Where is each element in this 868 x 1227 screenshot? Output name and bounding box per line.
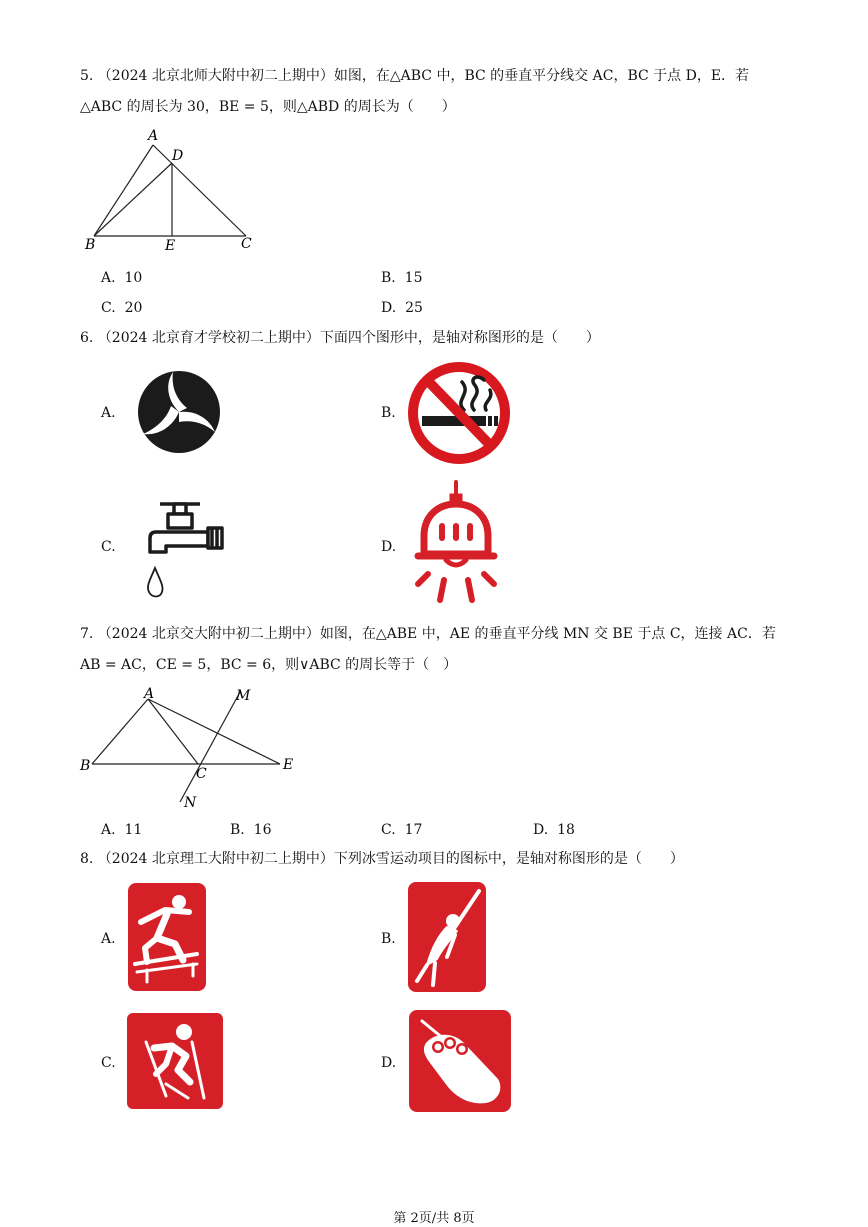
option-letter: C. <box>381 822 396 838</box>
q7-seg-ac <box>148 699 198 764</box>
alpine-skiing-icon[interactable] <box>126 1012 224 1110</box>
option-text: 10 <box>124 270 143 286</box>
q6-stem-line1: 6. （2024 北京育才学校初二上期中）下面四个图形中，是轴对称图形的是（ ） <box>80 330 600 346</box>
q5-label-d: D <box>172 148 184 164</box>
q5-option-a[interactable] <box>101 268 142 288</box>
q7-option-d[interactable] <box>533 820 575 840</box>
q7-label-b: B <box>80 758 91 774</box>
option-text: 17 <box>404 822 423 838</box>
q7-label-c: C <box>196 766 207 782</box>
bobsleigh-icon[interactable] <box>408 1009 512 1113</box>
q7-option-a[interactable] <box>101 820 142 840</box>
q5-label-c: C <box>241 236 252 252</box>
option-letter: A. <box>101 822 116 838</box>
q7-label-e: E <box>283 757 294 773</box>
page-footer: 第 2页/共 8页 <box>393 1211 475 1226</box>
q8-option-c-letter[interactable]: C. <box>101 1055 116 1071</box>
option-letter: D. <box>381 300 397 316</box>
q8-option-d-letter[interactable]: D. <box>381 1055 397 1071</box>
lamp-icon[interactable] <box>410 480 502 606</box>
q6-option-b-letter[interactable]: B. <box>381 405 396 421</box>
no-smoking-icon[interactable] <box>406 360 512 466</box>
q5-option-b[interactable] <box>381 268 422 288</box>
option-text: 25 <box>405 300 423 316</box>
q7-seg-ab <box>92 699 148 764</box>
option-text: 18 <box>557 822 575 838</box>
q7-option-b[interactable] <box>230 820 271 840</box>
q7-stem-line1: 7. （2024 北京交大附中初二上期中）如图，在△ABE 中，AE 的垂直平分线 MN 交 BE 于点 C，连接 AC．若 <box>80 626 776 642</box>
option-letter: A. <box>101 270 116 286</box>
q5-label-a: A <box>148 128 159 144</box>
q5-stem-line2: △ABC 的周长为 30，BE = 5，则△ABD 的周长为（ ） <box>80 99 456 115</box>
tri-leaf-logo-icon[interactable] <box>137 370 221 454</box>
option-letter: D. <box>533 822 549 838</box>
option-text: 20 <box>124 300 143 316</box>
q5-seg-ac <box>153 145 246 236</box>
q6-option-c-letter[interactable]: C. <box>101 539 116 555</box>
q8-option-a-letter[interactable]: A. <box>101 931 116 947</box>
q5-stem-line1: 5. （2024 北京北师大附中初二上期中）如图，在△ABC 中，BC 的垂直平分线交 AC，BC 于点 D，E．若 <box>80 68 750 84</box>
q5-label-e: E <box>165 238 176 254</box>
option-text: 16 <box>253 822 272 838</box>
q7-stem-line2: AB = AC，CE = 5，BC = 6，则∨ABC 的周长等于（ ） <box>80 657 458 673</box>
q7-seg-mn <box>180 692 240 802</box>
q7-label-a: A <box>144 686 155 702</box>
q5-option-d[interactable] <box>381 298 423 318</box>
q7-seg-ae <box>148 699 280 764</box>
freestyle-skiing-icon[interactable] <box>127 882 207 992</box>
q7-triangle-figure <box>76 682 306 812</box>
faucet-icon[interactable] <box>140 494 230 604</box>
q8-option-b-letter[interactable]: B. <box>381 931 396 947</box>
q7-option-c[interactable] <box>381 820 422 840</box>
q5-seg-ab <box>94 145 153 236</box>
option-text: 11 <box>124 822 143 838</box>
option-letter: B. <box>230 822 245 838</box>
q5-seg-bd <box>94 163 172 236</box>
option-letter: C. <box>101 300 116 316</box>
ski-jumping-icon[interactable] <box>407 881 487 993</box>
q5-triangle-figure <box>80 125 260 255</box>
option-text: 15 <box>404 270 423 286</box>
q6-option-a-letter[interactable]: A. <box>101 405 116 421</box>
q8-stem-line1: 8. （2024 北京理工大附中初二上期中）下列冰雪运动项目的图标中，是轴对称图形的是（ ） <box>80 851 684 867</box>
q5-option-c[interactable] <box>101 298 142 318</box>
q5-label-b: B <box>85 237 96 253</box>
q6-option-d-letter[interactable]: D. <box>381 539 397 555</box>
q7-label-m: M <box>236 688 251 704</box>
option-letter: B. <box>381 270 396 286</box>
q7-label-n: N <box>184 795 197 811</box>
